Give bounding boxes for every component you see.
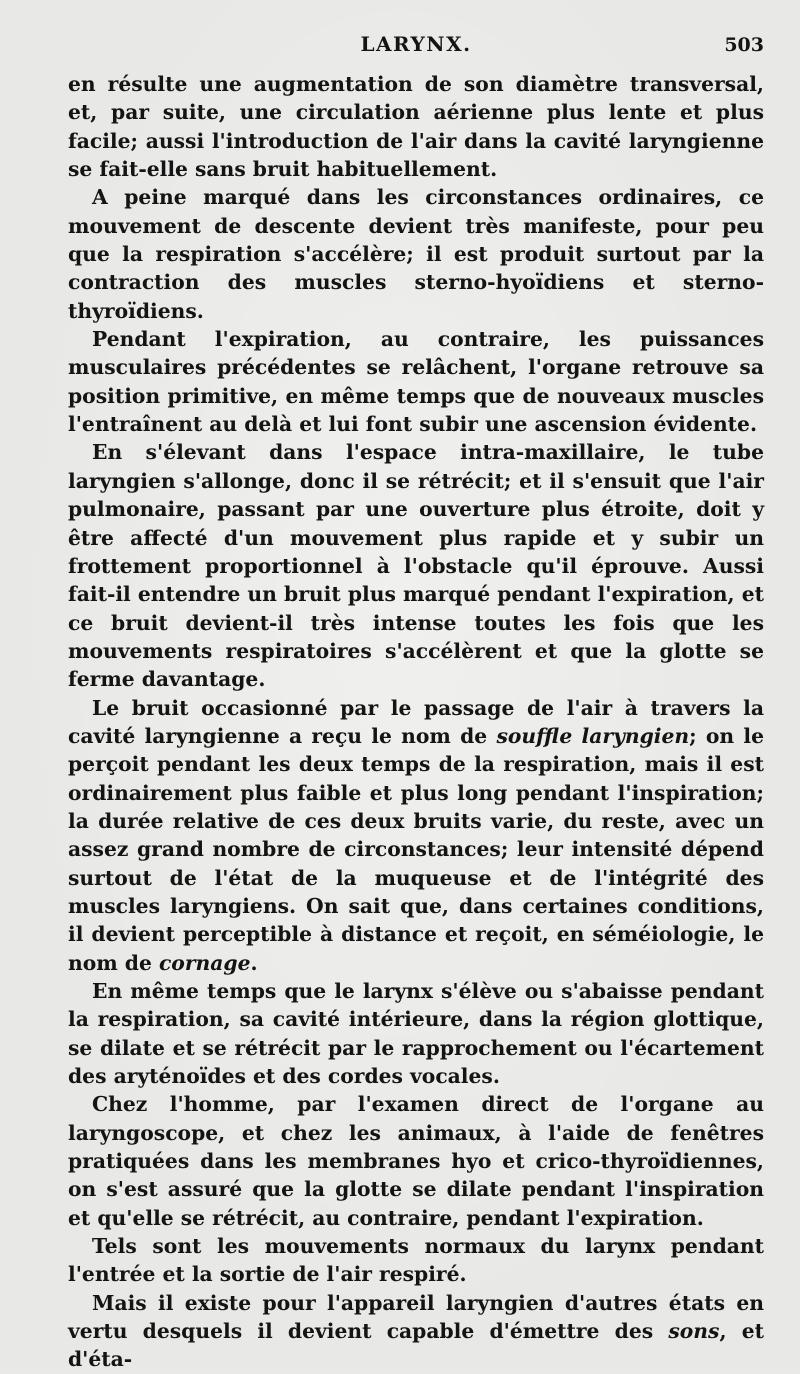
term-souffle-laryngien: souffle laryngien	[496, 723, 690, 748]
running-title: LARYNX.	[360, 32, 472, 56]
paragraph-5	[68, 694, 764, 977]
term-sons: sons	[668, 1319, 720, 1344]
paragraph-5-text-2: ; on le perçoit pendant les deux temps de la respiration, mais il est ordinairement plus faible et plus long pendant l'inspiration; la durée relative de ces deux bruits varie, du reste, avec un assez grand nombre de circonstances; leur intensité dépend surtout de l'état de la muqueuse et de l'intégrité des muscles laryngiens. On sait que, dans certaines conditions, il devient perceptible à distance et reçoit, en séméiologie, le nom de	[68, 723, 764, 975]
paragraph-4: En s'élevant dans l'espace intra-maxillaire, le tube laryngien s'allonge, donc il se rétrécit; et il s'ensuit que l'air pulmonaire, passant par une ouverture plus étroite, doit y être affecté d'un mouvement plus rapide et y subir un frottement proportionnel à l'obstacle qu'il éprouve. Aussi fait-il entendre un bruit plus marqué pendant l'expiration, et ce bruit devient-il très intense toutes les fois que les mouvements respiratoires s'accélèrent et que la glotte se ferme davantage.	[68, 440, 764, 692]
paragraph-9	[68, 1289, 764, 1374]
paragraph-1: en résulte une augmentation de son diamètre transversal, et, par suite, une circulation aérienne plus lente et plus facile; aussi l'introduction de l'air dans la cavité laryngienne se fait-elle sans bruit habituellement.	[68, 72, 764, 182]
paragraph-3: Pendant l'expiration, au contraire, les puissances musculaires précédentes se relâchent, l'organe retrouve sa position primitive, en même temps que de nouveaux muscles l'entraînent au delà et lui font subir une ascension évidente.	[68, 327, 764, 437]
paragraph-2: A peine marqué dans les circonstances ordinaires, ce mouvement de descente devient très manifeste, pour peu que la respiration s'accélère; il est produit surtout par la contraction des muscles sterno-hyoïdiens et sterno-thyroïdiens.	[68, 185, 764, 323]
paragraph-8: Tels sont les mouvements normaux du larynx pendant l'entrée et la sortie de l'air respiré.	[68, 1234, 764, 1287]
paragraph-5-text-3: .	[250, 950, 258, 975]
running-head	[68, 0, 764, 70]
page-number: 503	[724, 34, 764, 56]
paragraph-7: Chez l'homme, par l'examen direct de l'organe au laryngoscope, et chez les animaux, à l'aide de fenêtres pratiquées dans les membranes hyo et crico-thyroïdiennes, on s'est assuré que la glotte se dilate pendant l'inspiration et qu'elle se rétrécit, au contraire, pendant l'expiration.	[68, 1092, 764, 1230]
paragraph-5-text-1: Le bruit occasionné par le passage de l'air à travers la cavité laryngienne a reçu le nom de	[68, 695, 764, 748]
paragraph-9-text-2: , et d'éta-	[68, 1319, 764, 1372]
paragraph-6: En même temps que le larynx s'élève ou s'abaisse pendant la respiration, sa cavité intérieure, dans la région glottique, se dilate et se rétrécit par le rapprochement ou l'écartement des aryténoïdes et des cordes vocales.	[68, 979, 764, 1089]
body-text	[68, 70, 764, 1374]
paragraph-9-text-1: Mais il existe pour l'appareil laryngien d'autres états en vertu desquels il devient capable d'émettre des	[68, 1290, 764, 1344]
term-cornage: cornage	[158, 950, 251, 975]
